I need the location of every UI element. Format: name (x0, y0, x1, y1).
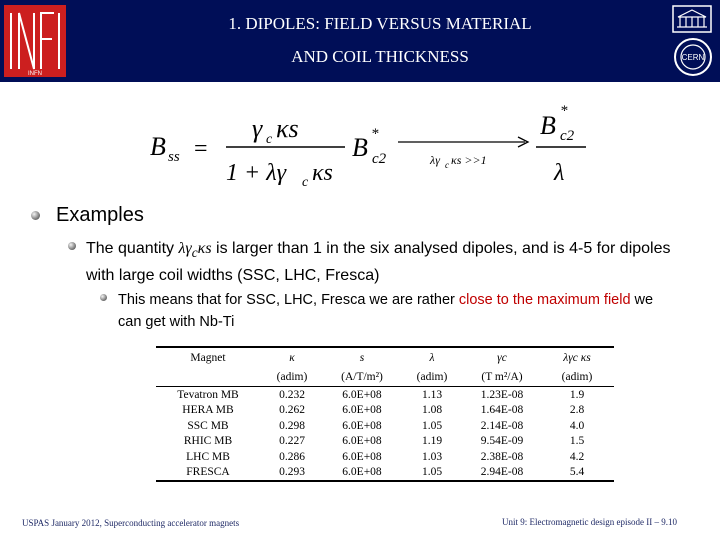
table-header-row: Magnet κ s λ γc λγc κs (156, 347, 614, 367)
bullet-examples: Examples (56, 204, 144, 226)
svg-text:c: c (302, 175, 309, 190)
footer-right: Unit 9: Electromagnetic design episode II – 9.10 (502, 517, 677, 527)
table-row: Tevatron MB 0.232 6.0E+08 1.13 1.23E-08 1.9 (177, 388, 585, 401)
svg-text:κs: κs (276, 114, 299, 143)
slide-title-line-2: AND COIL THICKNESS (291, 47, 469, 66)
formula-lhs-sub: ss (168, 149, 180, 165)
svg-text:c: c (445, 160, 449, 170)
formula (140, 100, 620, 190)
svg-text:*: * (560, 103, 568, 119)
bullet-icon (31, 211, 40, 220)
bullet-quantity-text: The quantity $\lambda\gamma_c\kappa s$ is larger than 1 in the six analysed dipoles, and is 4-5 for dipoles with large coil widths (SSC, LHC, Fresca) (86, 240, 671, 285)
bullet-max-field-text: This means that for SSC, LHC, Fresca we are rather close to the maximum field we can get with Nb-Ti (118, 292, 654, 330)
svg-text:c2: c2 (372, 151, 387, 167)
highlight-text: close to the maximum field (458, 292, 631, 308)
table-units-row: (adim) (A/T/m²) (adim) (T m²/A) (adim) (156, 367, 614, 387)
svg-text:κs: κs (312, 160, 333, 186)
svg-text:c: c (266, 132, 273, 147)
formula-lhs: B (150, 132, 166, 161)
bullet-icon (68, 242, 76, 250)
institute-logo-icon (4, 5, 66, 77)
arrow-condition: λγ (430, 153, 440, 167)
formula-b-term: B (352, 133, 368, 162)
formula-rhs-denominator: λ (554, 160, 565, 186)
table-row: FRESCA 0.293 6.0E+08 1.05 2.94E-08 5.4 (156, 465, 614, 482)
formula-rhs-numerator: B (540, 111, 556, 140)
formula-denominator: 1 + λγ (226, 160, 287, 186)
table-row: HERA MB 0.262 6.0E+08 1.08 1.64E-08 2.8 (182, 404, 585, 417)
building-logo-icon (672, 5, 712, 33)
dipole-table (156, 346, 614, 482)
svg-text:*: * (371, 126, 379, 142)
table-row: RHIC MB 0.227 6.0E+08 1.19 9.54E-09 1.5 (183, 435, 585, 448)
table-row: SSC MB 0.298 6.0E+08 1.05 2.14E-08 4.0 (187, 419, 585, 432)
slide-title-line-1: 1. DIPOLES: FIELD VERSUS MATERIAL (228, 14, 532, 33)
footer-left: USPAS January 2012, Superconducting accelerator magnets (22, 518, 240, 528)
bullet-icon (100, 294, 107, 301)
svg-text:κs >>1: κs >>1 (451, 153, 487, 167)
formula-numerator: γ (252, 114, 263, 143)
svg-text:=: = (194, 136, 208, 162)
title-bar (0, 0, 720, 82)
svg-text:CERN: CERN (681, 53, 705, 62)
svg-text:INFN: INFN (28, 71, 42, 77)
table-row: LHC MB 0.286 6.0E+08 1.03 2.38E-08 4.2 (186, 450, 585, 463)
svg-text:c2: c2 (560, 128, 575, 144)
cern-logo-icon (673, 37, 713, 77)
